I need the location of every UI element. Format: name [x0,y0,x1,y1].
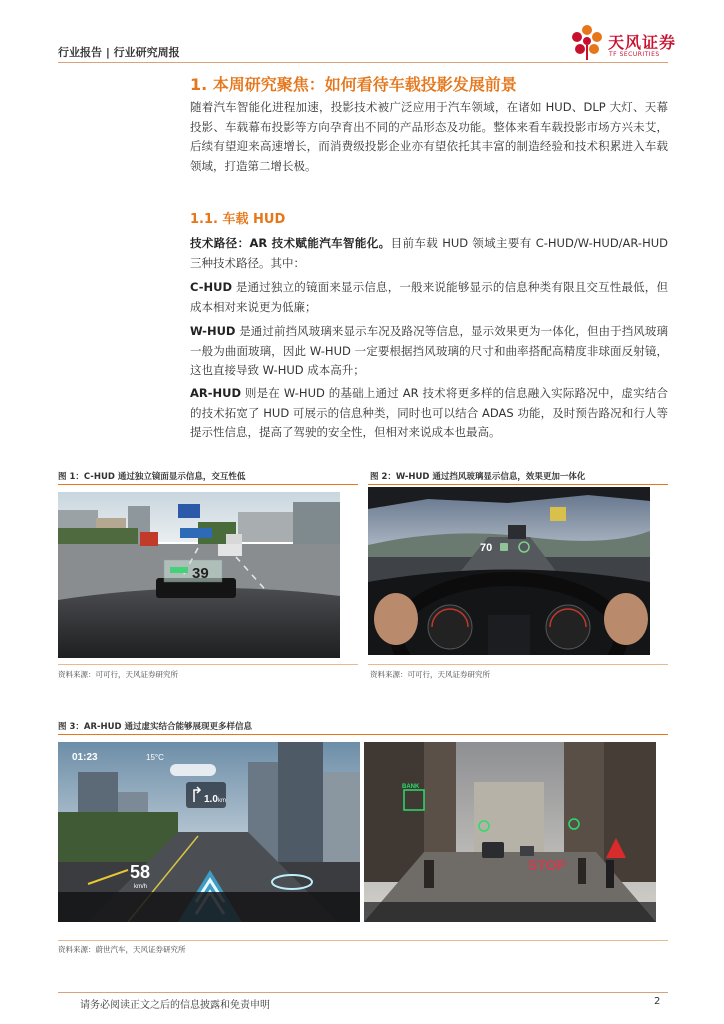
footer-divider [58,992,668,993]
figure-1-photo [58,492,340,658]
paragraph-tech-path [190,234,668,273]
c-hud-speed-readout: 39 [192,565,209,582]
paragraph-lead: C-HUD [190,280,232,294]
ar-hud-distance: 1.0 [204,794,218,805]
ar-hud-speed: 58 [130,862,151,882]
figure-2-title: 图 2：W-HUD 通过挡风玻璃显示信息，效果更加一体化 [370,472,586,482]
flower-logo-icon [568,22,606,62]
subsection-title: 1.1. 车载 HUD [190,212,286,227]
paragraph-lead: 技术路径：AR 技术赋能汽车智能化。 [190,236,391,250]
ar-hud-clock: 01:23 [72,752,98,763]
ar-hud-stop-label: STOP [528,857,566,873]
figure-1-rule [58,484,358,485]
figure-2-bottom-rule [368,664,668,665]
figure-3-source: 资料来源：蔚世汽车，天风证券研究所 [58,945,186,954]
paragraph-lead: W-HUD [190,324,236,338]
logo-text-en: TF SECURITIES [609,51,660,58]
figure-3-bottom-rule [58,940,668,941]
w-hud-speed-readout: 70 [480,542,493,554]
figure-2-photo [368,487,650,655]
logo-text-cn: 天风证券 [608,33,677,52]
paragraph-c-hud [190,278,668,317]
header-divider [58,62,668,63]
ar-hud-speed-unit: km/h [134,884,148,890]
paragraph-body: 则是在 W-HUD 的基础上通过 AR 技术将更多样的信息融入实际路况中，虚实结合的技术拓宽了 HUD 可展示的信息种类，同时也可以结合 ADAS 功能，及时预告路况和行人等提示性信息，提高了驾驶的安全性，但相对来说成本也最高。 [190,386,668,439]
figure-3-photo-right [364,742,656,922]
company-logo [568,22,678,62]
section-intro: 随着汽车智能化进程加速，投影技术被广泛应用于汽车领域，在诸如 HUD、DLP 大灯、天幕投影、车载幕布投影等方向孕育出不同的产品形态及功能。整体来看车载投影市场方兴未艾，后续有望迎来高速增长，而消费级投影企业亦有望依托其丰富的制造经验和技术积累进入车载领域，打造第二增长极。 [190,100,668,173]
ar-hud-distance-unit: km [218,798,226,804]
paragraph-ar-hud [190,384,668,443]
figure-2-rule [368,484,668,485]
figure-3-rule [58,734,668,735]
footer-disclaimer: 请务必阅读正文之后的信息披露和免责申明 [80,1000,270,1011]
paragraph-w-hud [190,322,668,381]
paragraph-body: 是通过前挡风玻璃来显示车况及路况等信息，显示效果更为一体化，但由于挡风玻璃一般为曲面玻璃，因此 W-HUD 一定要根据挡风玻璃的尺寸和曲率搭配高精度非球面反射镜，这也直接导致 W-HUD 成本高升； [190,324,668,377]
report-category: 行业报告 | 行业研究周报 [58,46,180,59]
figure-2-source: 资料来源：可可行，天风证券研究所 [370,670,490,679]
paragraph-body: 目前车载 HUD 领域主要有 C-HUD/W-HUD/AR-HUD 三种技术路径。其中： [190,236,669,270]
figure-1-title: 图 1：C-HUD 通过独立镜面显示信息，交互性低 [58,472,246,482]
page-number: 2 [654,996,661,1007]
ar-hud-bank-label: BANK [402,784,420,790]
figure-3-title: 图 3：AR-HUD 通过虚实结合能够展现更多样信息 [58,722,253,732]
paragraph-body: 是通过独立的镜面来显示信息，一般来说能够显示的信息种类有限且交互性最低，但成本相对来说更为低廉； [190,280,668,314]
figure-1-source: 资料来源：可可行，天风证券研究所 [58,670,178,679]
section-title: 1. 本周研究聚焦：如何看待车载投影发展前景 [190,75,517,94]
figure-3-photo-left [58,742,360,922]
paragraph-lead: AR-HUD [190,386,242,400]
ar-hud-temperature: 15°C [146,753,164,762]
figure-1-bottom-rule [58,664,358,665]
